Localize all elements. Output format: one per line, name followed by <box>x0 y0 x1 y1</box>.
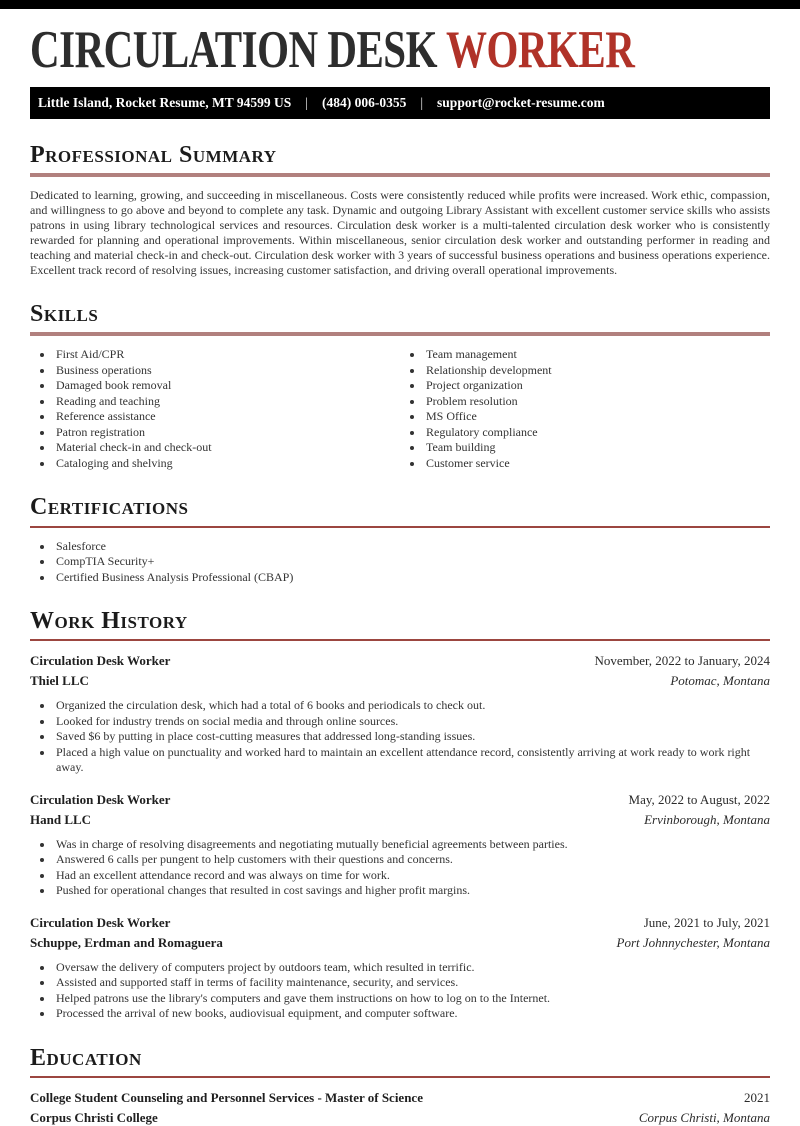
education-entry <box>30 1090 770 1126</box>
skill-item: • Cataloging and shelving <box>54 456 400 472</box>
job-location: Ervinborough, Montana <box>644 811 770 827</box>
section-rule <box>30 173 770 177</box>
skill-item: • Regulatory compliance <box>424 425 770 441</box>
job-company: Thiel LLC <box>30 673 89 689</box>
skill-item: • Team building <box>424 440 770 456</box>
job-bullets <box>30 698 770 776</box>
job-entry <box>30 792 770 899</box>
work-history-heading: Work History <box>30 608 188 635</box>
job-company: Hand LLC <box>30 811 92 827</box>
contact-separator: | <box>420 95 424 110</box>
certification-item: • Salesforce <box>54 539 770 555</box>
certification-item: • Certified Business Analysis Professional (CBAP) <box>54 570 770 586</box>
summary-text: Dedicated to learning, growing, and succeeding in miscellaneous. Costs were consistently reduced while profits were increased. Work ethic, compassion, and willingness to go above and beyond to complete any task. Dynamic and outgoing Library Assistant with excellent customer service skills who assists patrons in using library technological services and resources. Circulation desk worker is a multi-talented circulation desk worker who is consistently rewarded for planning and operational improvements. Within miscellaneous, senior circulation desk worker and outstanding performer in reading and teaching and material check-in and check-out. Circulation desk worker with 3 years of successful business operations and business operations experience. Excellent track record of resolving issues, increasing customer satisfaction, and driving overall operational improvements. <box>30 188 770 278</box>
education-location: Corpus Christi, Montana <box>638 1109 770 1125</box>
job-title: Circulation Desk Worker <box>30 914 171 930</box>
title-accent: WORKER <box>446 19 635 79</box>
contact-email: support@rocket-resume.com <box>437 95 605 110</box>
job-title: Circulation Desk Worker <box>30 653 171 669</box>
education-school: Corpus Christi College <box>30 1109 158 1125</box>
skill-item: • Relationship development <box>424 363 770 379</box>
job-location: Potomac, Montana <box>670 673 770 689</box>
section-work-history <box>30 609 770 1022</box>
skill-item: • Damaged book removal <box>54 378 400 394</box>
section-rule <box>30 639 770 641</box>
skills-columns <box>30 336 770 471</box>
contact-bar <box>30 87 770 119</box>
job-bullet: • Was in charge of resolving disagreements and negotiating mutually beneficial agreements between parties. <box>54 837 770 853</box>
skill-item: • Material check-in and check-out <box>54 440 400 456</box>
job-dates: November, 2022 to January, 2024 <box>594 653 770 669</box>
skill-item: • Team management <box>424 347 770 363</box>
job-bullet: • Pushed for operational changes that resulted in cost savings and higher profit margins. <box>54 883 770 899</box>
section-skills <box>30 302 770 471</box>
job-bullet: • Organized the circulation desk, which had a total of 6 books and periodicals to check out. <box>54 698 770 714</box>
skill-item: • Reference assistance <box>54 409 400 425</box>
section-rule <box>30 1076 770 1078</box>
job-title: Circulation Desk Worker <box>30 791 171 807</box>
skill-item: • MS Office <box>424 409 770 425</box>
skill-item: • Reading and teaching <box>54 394 400 410</box>
section-certifications <box>30 495 770 585</box>
certification-item: • CompTIA Security+ <box>54 554 770 570</box>
skill-item: • Project organization <box>424 378 770 394</box>
job-bullet: • Had an excellent attendance record and was always on time for work. <box>54 868 770 884</box>
job-bullet: • Assisted and supported staff in terms of facility maintenance, security, and services. <box>54 975 770 991</box>
job-bullet: • Oversaw the delivery of computers project by outdoors team, which resulted in terrific. <box>54 960 770 976</box>
contact-phone: (484) 006-0355 <box>321 95 407 110</box>
title-primary: CIRCULATION DESK <box>30 19 447 79</box>
page-title <box>30 18 770 79</box>
certifications-list <box>30 539 770 586</box>
skill-item: • Problem resolution <box>424 394 770 410</box>
contact-separator: | <box>305 95 308 110</box>
job-bullet: • Saved $6 by putting in place cost-cutting measures that addressed long-standing issues. <box>54 729 770 745</box>
education-year: 2021 <box>744 1089 770 1105</box>
job-entry <box>30 653 770 776</box>
job-dates: June, 2021 to July, 2021 <box>643 914 770 930</box>
skill-item: • Business operations <box>54 363 400 379</box>
section-rule <box>30 526 770 528</box>
education-degree: College Student Counseling and Personnel Services - Master of Science <box>30 1089 423 1105</box>
job-bullet: • Helped patrons use the library's computers and gave them instructions on how to log on to the Internet. <box>54 991 770 1007</box>
summary-heading: Professional Summary <box>30 142 277 168</box>
education-heading: Education <box>30 1044 142 1071</box>
section-education <box>30 1046 770 1126</box>
job-bullet: • Processed the arrival of new books, audiovisual equipment, and computer software. <box>54 1006 770 1022</box>
job-location: Port Johnnychester, Montana <box>616 934 770 950</box>
resume-page <box>0 19 800 1126</box>
job-bullets <box>30 837 770 899</box>
skills-column-2 <box>400 347 770 471</box>
job-bullet: • Looked for industry trends on social media and through online sources. <box>54 714 770 730</box>
job-bullet: • Placed a high value on punctuality and worked hard to maintain an excellent attendance record, consistently arriving at work ready to work right away. <box>54 745 770 776</box>
job-bullets <box>30 960 770 1022</box>
job-entry <box>30 915 770 1022</box>
skills-column-1 <box>30 347 400 471</box>
skill-item: • First Aid/CPR <box>54 347 400 363</box>
job-dates: May, 2022 to August, 2022 <box>628 791 770 807</box>
section-professional-summary <box>30 143 770 278</box>
skills-heading: Skills <box>30 301 99 328</box>
top-black-bar <box>0 0 800 9</box>
job-company: Schuppe, Erdman and Romaguera <box>30 934 223 950</box>
skill-item: • Patron registration <box>54 425 400 441</box>
contact-address: Little Island, Rocket Resume, MT 94599 US <box>38 95 292 110</box>
skill-item: • Customer service <box>424 456 770 472</box>
certifications-heading: Certifications <box>30 494 189 521</box>
job-bullet: • Answered 6 calls per pungent to help customers with their questions and concerns. <box>54 852 770 868</box>
